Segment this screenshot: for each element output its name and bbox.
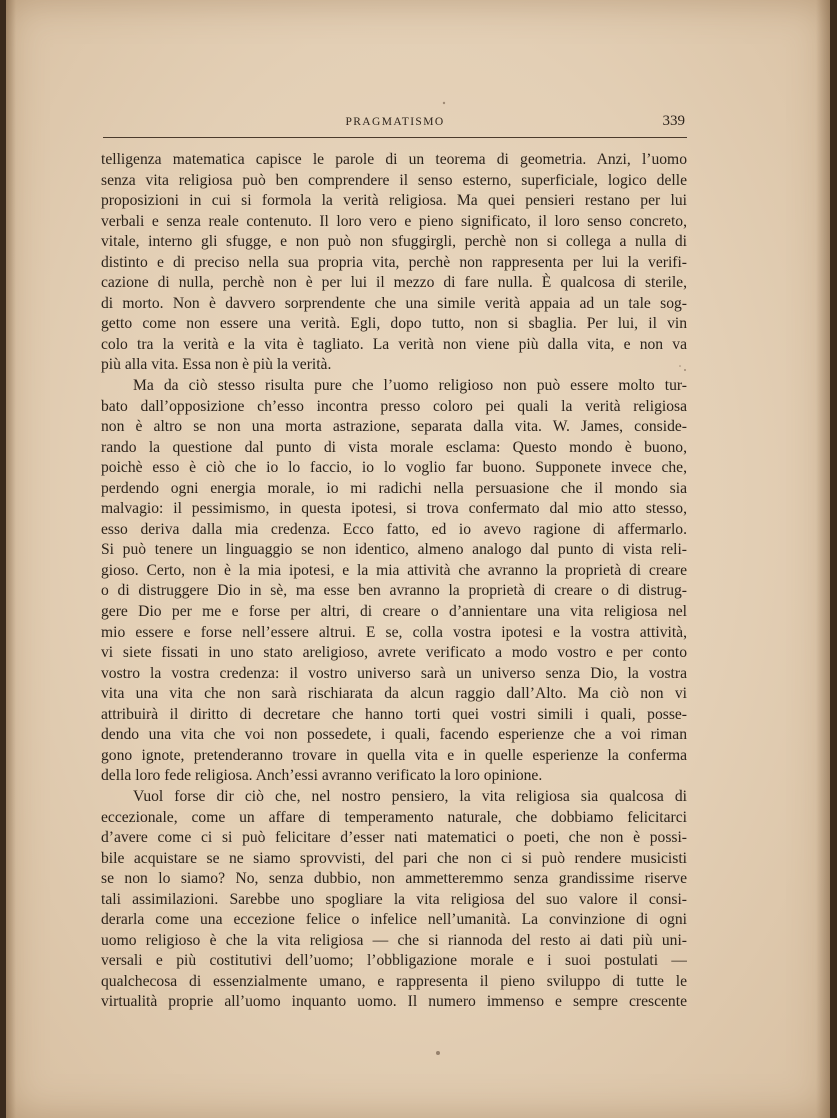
- text-line: attribuirà il diritto di decretare che hanno torti quei vostri simili i quali, posse-: [101, 705, 687, 723]
- text-line: di morto. Non è davvero sorprendente che una simile verità appaia ad un tale sog-: [101, 294, 687, 312]
- text-line: se non lo siamo? No, senza dubbio, non ammetteremmo senza grandissime riserve: [101, 870, 687, 888]
- text-line: bile acquistare se ne siamo sprovvisti, del pari che non ci si può rendere musicisti: [101, 849, 687, 867]
- text-line: della loro fede religiosa. Anch’essi avranno verificato la loro opinione.: [101, 767, 543, 785]
- page-header: [103, 113, 687, 138]
- text-line: gioso. Certo, non è la mia ipotesi, e la mia attività che avranno la proprietà di creare: [101, 561, 687, 579]
- text-line: bato dall’opposizione ch’esso incontra presso coloro pei quali la verità religiosa: [101, 397, 687, 415]
- book-page: [6, 0, 830, 1118]
- text-line: vitale, interno gli sfugge, e non può non sfuggirgli, perchè non si collega a nulla di: [101, 233, 687, 251]
- text-line: telligenza matematica capisce le parole di un teorema di geometria. Anzi, l’uomo: [101, 151, 687, 168]
- text-line: vostro la vostra credenza: il vostro universo sarà un universo senza Dio, la vostra: [101, 664, 687, 682]
- text-line: mio essere e forse nell’essere altrui. E se, colla vostra ipotesi e la vostra attività,: [101, 623, 687, 641]
- text-line: gono ignote, pretenderanno trovare in quella vita e in quelle esperienze la conferma: [101, 746, 687, 764]
- text-line: perdendo ogni energia morale, io mi radichi nella persuasione che il mondo sia: [101, 479, 687, 497]
- text-line: colo tra la verità e la vita è tagliato. La verità non viene più dalla vita, e non va: [101, 335, 687, 353]
- text-line: cazione di nulla, perchè non è per lui il mezzo di fare nulla. È qualcosa di sterile,: [101, 274, 687, 292]
- text-line: tali assimilazioni. Sarebbe uno spogliare la vita religiosa del suo valore il consi-: [101, 890, 687, 908]
- text-line: vi siete fissati in uno stato areligioso, avrete verificato a modo vostro e per conto: [101, 644, 687, 662]
- text-line: getto come non essere una verità. Egli, dopo tutto, non si sbaglia. Per lui, il vin: [101, 315, 687, 333]
- text-line: Vuol forse dir ciò che, nel nostro pensiero, la vita religiosa sia qualcosa di: [133, 787, 687, 805]
- text-line: uomo religioso è che la vita religiosa — che si riannoda del resto ai dati più uni-: [101, 931, 687, 949]
- text-line: rando la questione dal punto di vista morale esclama: Questo mondo è buono,: [101, 438, 687, 456]
- paper-speck: [443, 102, 445, 104]
- text-line: vita una vita che non sarà rischiarata da alcun raggio dall’Alto. Ma ciò non vi: [101, 685, 687, 703]
- text-line: eccezionale, come un affare di temperamento naturale, che dobbiamo felicitarci: [101, 808, 687, 826]
- text-line: gere Dio per me e forse per altri, di creare o d’annientare una vita religiosa nel: [101, 603, 687, 621]
- text-line: derarla come una eccezione felice o infelice nell’umanità. La convinzione di ogni: [101, 911, 687, 929]
- text-line: Ma da ciò stesso risulta pure che l’uomo religioso non può essere molto tur-: [133, 377, 687, 395]
- text-line: Si può tenere un linguaggio se non identico, almeno analogo dal punto di vista reli-: [101, 541, 687, 559]
- text-line: d’avere come ci si può felicitare d’esser nati matematici o poeti, che non è possi-: [101, 829, 687, 847]
- text-line: virtualità proprie all’uomo inquanto uomo. Il numero immenso e sempre crescente: [101, 993, 687, 1011]
- text-line: verbali e senza reale contenuto. Il loro vero e pieno significato, il loro senso concreto,: [101, 212, 687, 230]
- text-line: poichè esso è ciò che io lo faccio, io lo voglio far buono. Supponete invece che,: [101, 459, 687, 477]
- text-line: senza vita religiosa può ben comprendere il senso esterno, superficiale, logico delle: [101, 171, 687, 189]
- running-title: PRAGMATISMO: [345, 116, 445, 128]
- paper-speck: [436, 1051, 440, 1055]
- text-line: malvagio: il pessimismo, in questa ipotesi, si trova confermato dal mio atto stesso,: [101, 500, 687, 518]
- text-line: esso deriva dalla mia credenza. Ecco fatto, ed io avevo ragione di affermarlo.: [101, 520, 687, 538]
- page-number: 339: [662, 113, 685, 129]
- text-line: versali e più costitutivi dell’uomo; l’obbligazione morale e i suoi postulati —: [101, 952, 687, 970]
- text-line: distinto e di preciso nella sua propria vita, perchè non rappresenta per lui la verifi-: [101, 253, 687, 271]
- body-text: [101, 150, 687, 1013]
- text-line: proposizioni in cui si formola la verità religiosa. Ma quei pensieri restano per lui: [101, 192, 687, 210]
- text-line: non è altro se non una morta astrazione, separata dalla vita. W. James, conside-: [101, 418, 687, 436]
- text-line: qualchecosa di essenzialmente umano, e rappresenta il pieno sviluppo di tutte le: [101, 972, 687, 990]
- text-line: o di distruggere Dio in sè, ma esse ben avranno la proprietà di creare o di distrug-: [101, 582, 687, 600]
- text-line: più alla vita. Essa non è più la verità.: [101, 356, 332, 374]
- text-line: dendo una vita che voi non possedete, i quali, facendo esperienze che a voi riman: [101, 726, 687, 744]
